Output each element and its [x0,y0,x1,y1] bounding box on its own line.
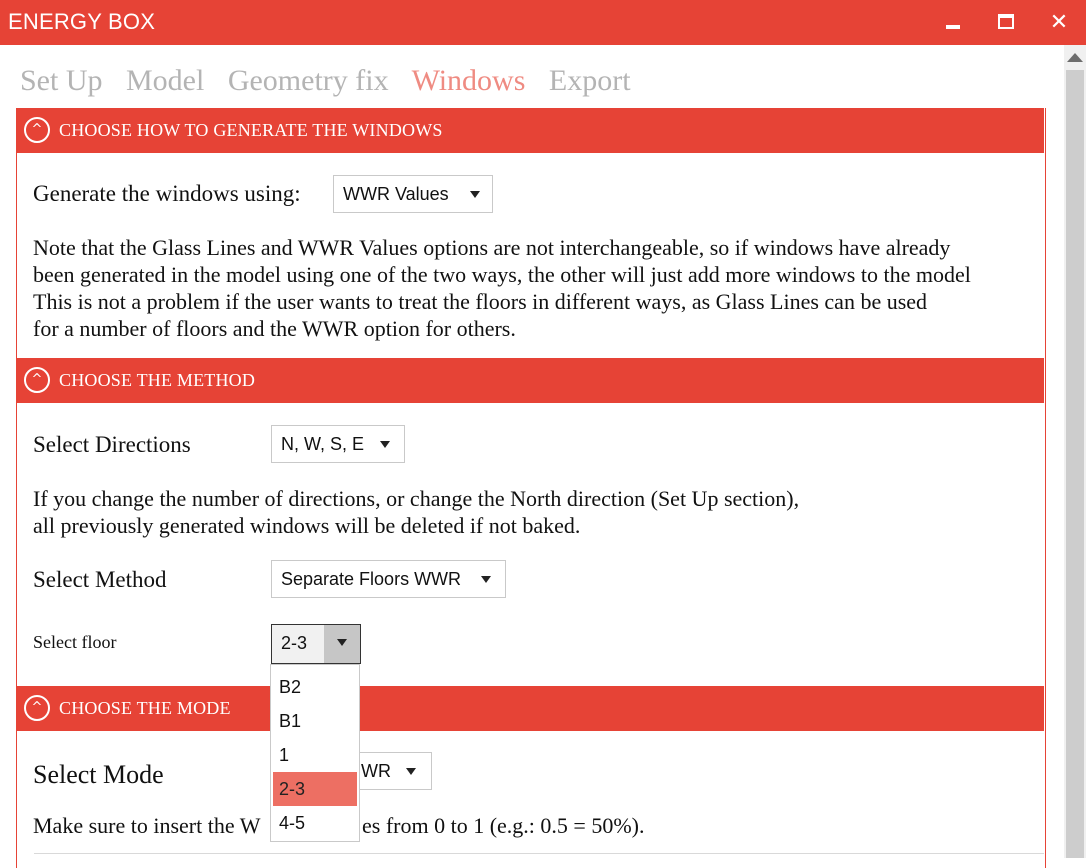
generate-method-combo[interactable] [333,175,493,213]
note-line: been generated in the model using one of the two ways, the other will just add more windows to the model [33,262,971,287]
floor-option-selected[interactable]: 2-3 [273,772,357,806]
dropdown-arrow-icon [380,441,390,448]
directions-combo[interactable] [271,425,405,463]
section-header-generate[interactable] [16,108,1044,153]
select-directions-label: Select Directions [33,432,191,457]
select-method-label: Select Method [33,567,167,592]
floor-option[interactable]: B2 [279,677,302,697]
vertical-scrollbar[interactable] [1064,45,1086,858]
note-line: Note that the Glass Lines and WWR Values options are not interchangeable, so if windows have already [33,235,951,260]
floor-option[interactable]: B1 [279,711,302,731]
close-icon[interactable]: ✕ [1049,10,1069,35]
floor-option[interactable]: 4-5 [279,813,306,833]
floor-option[interactable]: 1 [279,745,290,765]
floor-dropdown-list[interactable] [270,664,360,842]
tab-bar [20,64,647,98]
method-value: Separate Floors WWR [281,569,462,589]
floor-value: 2-3 [281,633,308,653]
generate-method-value: WWR Values [343,184,449,204]
mode-note-left: Make sure to insert the W [33,813,261,838]
note-line: for a number of floors and the WWR option for others. [33,316,516,341]
section-header-mode[interactable] [16,686,1044,731]
dropdown-arrow-icon [406,768,416,775]
note-line: all previously generated windows will be deleted if not baked. [33,513,581,538]
window-title: ENERGY BOX [8,9,156,34]
tab-set-up[interactable]: Set Up [20,64,103,97]
dropdown-arrow-icon [337,639,347,646]
tab-model[interactable]: Model [126,64,205,97]
floor-combo-arrow-box[interactable] [324,625,360,663]
scroll-up-arrow-icon[interactable] [1067,53,1083,62]
mode-value: WR [361,761,391,781]
tab-export[interactable]: Export [548,64,631,97]
dropdown-arrow-icon [481,576,491,583]
tab-windows[interactable]: Windows [411,64,526,97]
section-title: CHOOSE HOW TO GENERATE THE WINDOWS [59,120,443,140]
note-line: If you change the number of directions, or change the North direction (Set Up section), [33,486,800,511]
collapse-chevron-icon[interactable]: ^ [24,117,50,143]
scrollbar-thumb[interactable] [1066,70,1084,858]
select-mode-label: Select Mode [33,760,164,789]
section-title: CHOOSE THE MODE [59,698,231,718]
divider [34,853,1044,854]
collapse-chevron-icon[interactable]: ^ [24,695,50,721]
directions-value: N, W, S, E [281,434,365,454]
note-line: This is not a problem if the user wants to treat the floors in different ways, as Glass Lines can be used [33,289,928,314]
select-floor-label: Select floor [33,632,117,652]
generate-using-label: Generate the windows using: [33,181,301,206]
section-header-method[interactable] [16,358,1044,403]
collapse-chevron-icon[interactable]: ^ [24,367,50,393]
directions-note [33,485,1043,539]
method-combo[interactable] [271,560,506,598]
tab-geometry-fix[interactable]: Geometry fix [227,64,389,97]
section-title: CHOOSE THE METHOD [59,370,256,390]
mode-note-right: es from 0 to 1 (e.g.: 0.5 = 50%). [362,813,645,838]
maximize-icon[interactable] [982,0,1028,45]
generate-note [33,234,1043,342]
floor-combo[interactable] [271,624,361,664]
dropdown-arrow-icon [470,191,480,198]
minimize-icon[interactable] [930,0,976,45]
title-bar [0,0,1086,45]
